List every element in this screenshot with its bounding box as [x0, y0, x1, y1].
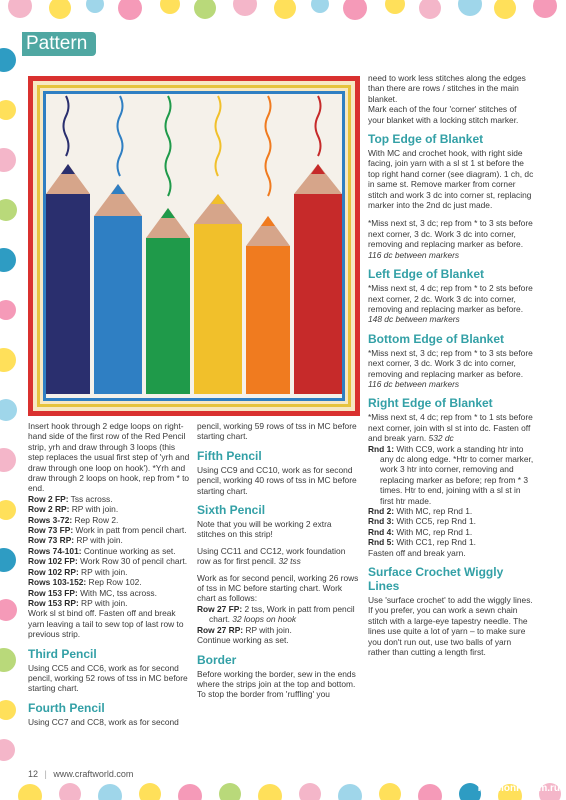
paragraph: *Miss next st, 3 dc; rep from * to 3 sts before next corner, 3 dc. Work 3 dc into corner, removing and replacing marker as before. [368, 347, 533, 379]
page-footer: 12 | www.craftworld.com [28, 769, 134, 779]
row-label: Rnd 4: [368, 526, 395, 537]
row-label: Row 27 FP: [197, 603, 243, 614]
stitch-count: 116 dc between markers [368, 249, 460, 260]
pencil-blanket-image [28, 76, 360, 416]
paragraph: Note that you will be working 2 extra stitches on this strip! [197, 519, 332, 540]
row-label: Rnd 1: [368, 443, 395, 454]
paragraph: Work sl st bind off. Fasten off and break yarn leaving a tail to sew top of last row to previous strip. [28, 608, 184, 640]
row-text: Continue working as set. [81, 545, 176, 556]
paragraph: *Miss next st, 4 dc; rep from * to 2 sts before next corner, 2 dc. Work 3 dc into corner, removing and replacing marker as before. [368, 283, 533, 314]
row-text: Tss across. [68, 493, 113, 504]
row-label: Rows 74-101: [28, 545, 82, 556]
paragraph: Continue working as set. [197, 635, 289, 646]
paragraph: Work as for second pencil, working 26 rows of tss in MC before starting chart. Work chart as follows: [197, 572, 359, 604]
paragraph: *Miss next st, 3 dc; rep from * to 3 sts before next corner, 3 dc. Work 3 dc into corner, removing and replacing marker as before. [368, 218, 533, 250]
row-label: Row 27 RP: [197, 624, 244, 635]
paragraph: Using CC11 and CC12, work foundation row as for first pencil. [197, 545, 346, 567]
paragraph: Mark each of the four 'corner' stitches of your blanket with a locking stitch marker. [368, 104, 519, 125]
paragraph: Using CC7 and CC8, work as for second [28, 716, 179, 727]
floral-border-top [0, 0, 566, 24]
section-header-pattern [22, 32, 96, 56]
website-link[interactable]: www.craftworld.com [53, 769, 134, 779]
row-label: Rows 3-72: [28, 514, 73, 525]
stitch-count: 32 tss [278, 556, 301, 567]
paragraph: Using CC9 and CC10, work as for second pencil, working 40 rows of tss in MC before starting chart. [197, 464, 357, 496]
paragraph: *Miss next st, 4 dc; rep from * to 1 sts before next corner, join with sl st into dc. Fasten off and break yarn. [368, 412, 533, 444]
row-label: Row 73 FP: [28, 525, 74, 536]
stitch-count: 148 dc between markers [368, 314, 460, 325]
row-text: With MC, rep Rnd 1. [394, 526, 473, 537]
row-text: RP with join. [78, 566, 128, 577]
paragraph: Use 'surface crochet' to add the wiggly lines. If you prefer, you can work a sewn chain stitch with a large-eye tapestry needle. The lines use quite a lot of yarn – to make sure you don't run out, use two balls of yarn rather than cutting a length first. [368, 595, 533, 658]
column-3 [368, 73, 534, 657]
paragraph: need to work less stitches along the edges than there are rows / stitches in the main blanket. [368, 73, 526, 104]
row-text: Work Row 30 of pencil chart. [77, 556, 188, 567]
row-text: With MC, rep Rnd 1. [394, 506, 473, 516]
paragraph: To stop the border from 'ruffling' you [197, 689, 330, 700]
heading-third-pencil: Third Pencil [28, 646, 97, 661]
row-label: Row 153 RP: [28, 597, 79, 608]
row-text: RP with join. [78, 597, 128, 608]
heading-top-edge: Top Edge of Blanket [368, 132, 484, 147]
row-label: Row 102 RP: [28, 566, 79, 577]
row-label: Row 2 RP: [28, 504, 70, 515]
row-text: Work in patt from pencil chart. [73, 525, 187, 536]
column-2 [197, 421, 361, 700]
stitch-count: 32 loops on hook [232, 614, 297, 625]
paragraph: With MC and crochet hook, with right side facing, join yarn with a sl st 1 st before the top right hand corner (see diagram). 1 ch, dc in same st. Remove marker from corner stitch and work 3 dc into corner st, replacing marker into the 2nd dc just made. [368, 148, 534, 211]
paragraph: Before working the border, sew in the ends where the strips join at the top and bottom. [197, 668, 356, 689]
row-label: Rnd 5: [368, 537, 395, 548]
paragraph: Insert hook through 2 edge loops on right-hand side of the first row of the Red Pencil strip, yrh and draw through 3 loops (this step replaces the usual first step of 'yrh and draw through one loop on hook'). *Yrh and draw through 2 loops on hook, rep from * to end. [28, 421, 190, 494]
row-label: Rnd 2: [368, 506, 395, 516]
paragraph: Using CC5 and CC6, work as for second pencil, working 52 rows of tss in MC before starting chart. [28, 662, 188, 694]
stitch-count: 116 dc between markers [368, 378, 460, 389]
row-text: RP with join. [74, 535, 123, 546]
stitch-count: 532 dc [428, 433, 454, 444]
heading-right-edge: Right Edge of Blanket [368, 396, 493, 411]
row-text: With CC5, rep Rnd 1. [394, 516, 476, 527]
row-text: With CC1, rep Rnd 1. [394, 537, 476, 548]
heading-sixth-pencil: Sixth Pencil [197, 503, 266, 518]
column-1 [28, 421, 192, 727]
heading-surface-crochet: Surface Crochet Wiggly Lines [368, 565, 504, 594]
row-label: Row 2 FP: [28, 493, 69, 504]
heading-fourth-pencil: Fourth Pencil [28, 700, 105, 715]
row-label: Row 102 FP: [28, 556, 78, 567]
row-text: RP with join. [69, 504, 119, 515]
row-text: Rep Row 102. [86, 577, 142, 588]
heading-fifth-pencil: Fifth Pencil [197, 448, 262, 463]
row-text: Rep Row 2. [72, 514, 119, 525]
row-label: Row 153 FP: [28, 587, 78, 598]
row-text: With MC, tss across. [77, 587, 157, 598]
row-text: With CC9, work a standing htr into any dc along edge. *Htr to corner marker, work 3 htr into corner, removing and replacing marker as before; rep from * 3 times. Htr to end, joining with a sl st in first htr made. [380, 443, 534, 506]
row-label: Rnd 3: [368, 516, 395, 527]
paragraph: pencil, working 59 rows of tss in MC before starting chart. [197, 421, 357, 442]
heading-left-edge: Left Edge of Blanket [368, 267, 485, 282]
floral-border-left [0, 0, 20, 800]
row-label: Rows 103-152: [28, 577, 87, 588]
row-text: RP with join. [243, 624, 292, 635]
heading-bottom-edge: Bottom Edge of Blanket [368, 331, 505, 346]
row-text: 2 tss, Work in patt from pencil chart. [209, 603, 355, 625]
section-title: Pattern [26, 33, 88, 54]
row-label: Row 73 RP: [28, 535, 75, 546]
heading-border: Border [197, 652, 237, 667]
paragraph: Fasten off and break yarn. [368, 547, 466, 558]
page-number: 12 [28, 769, 39, 779]
watermark: PassionForum.ru [477, 783, 560, 794]
